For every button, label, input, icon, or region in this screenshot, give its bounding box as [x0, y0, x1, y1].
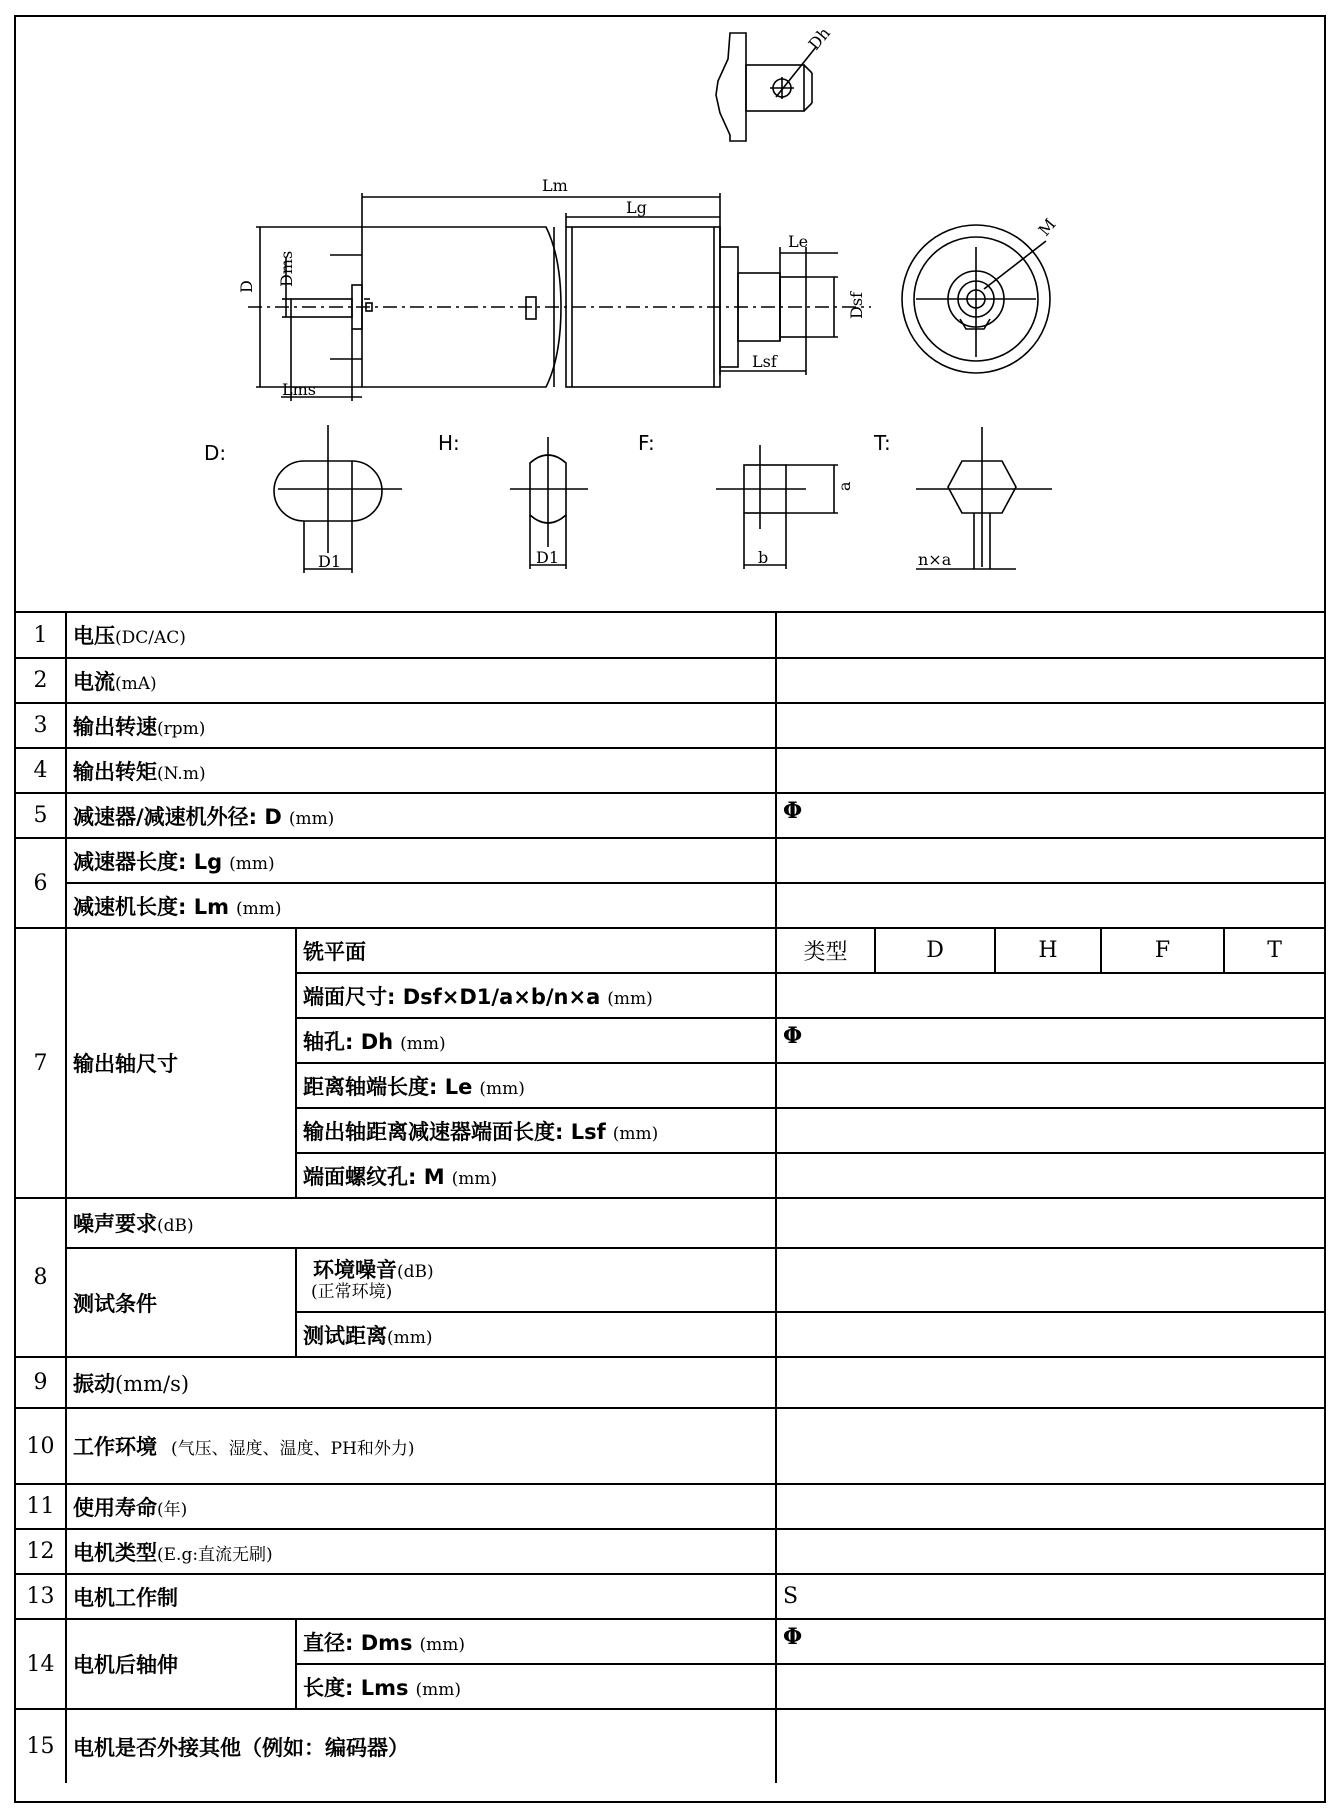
voltage-value[interactable] — [776, 613, 1324, 658]
type-t-option[interactable]: T — [1224, 928, 1324, 973]
type-h-option[interactable]: H — [995, 928, 1101, 973]
lms-label: Lms — [282, 380, 317, 399]
a-label: a — [835, 481, 854, 491]
dh-label: Dh — [804, 23, 834, 54]
m-label: M — [1034, 214, 1060, 240]
lsf-value[interactable] — [776, 1108, 1324, 1153]
row-6a: 6 减速器长度: Lg (mm) — [16, 838, 1324, 883]
row-13: 13 电机工作制 S — [16, 1574, 1324, 1619]
row-8-noise: 8 噪声要求(dB) — [16, 1198, 1324, 1248]
rear-shaft-len-value[interactable] — [776, 1664, 1324, 1709]
shaft-hole-value[interactable]: Φ — [776, 1018, 1324, 1063]
dsf-label: Dsf — [847, 292, 866, 319]
test-distance-value[interactable] — [776, 1312, 1324, 1357]
vibration-value[interactable] — [776, 1357, 1324, 1408]
speed-value[interactable] — [776, 703, 1324, 748]
row-7-endsize: 端面尺寸: Dsf×D1/a×b/n×a (mm) — [16, 973, 1324, 1018]
gearbox-body — [566, 227, 720, 387]
row-7-le: 距离轴端长度: Le (mm) — [16, 1063, 1324, 1108]
row-7-flat: 7 输出轴尺寸 铣平面 类型 D H F T — [16, 928, 1324, 973]
ambient-noise-value[interactable] — [776, 1248, 1324, 1312]
row-7-lsf: 输出轴距离减速器端面长度: Lsf (mm) — [16, 1108, 1324, 1153]
dms-label: Dms — [277, 250, 296, 287]
type-d-option[interactable]: D — [875, 928, 995, 973]
row-7-m: 端面螺纹孔: M (mm) — [16, 1153, 1324, 1198]
row-1: 1 电压(DC/AC) — [16, 613, 1324, 658]
lg-label: Lg — [626, 198, 647, 217]
row-12: 12 电机类型(E.g:直流无刷) — [16, 1529, 1324, 1574]
outer-diameter-value[interactable]: Φ — [776, 793, 1324, 838]
type-h-label: H: — [438, 431, 460, 455]
technical-drawing — [16, 17, 1324, 613]
d1-label-h: D1 — [536, 548, 560, 567]
current-value[interactable] — [776, 658, 1324, 703]
row-11: 11 使用寿命(年) — [16, 1484, 1324, 1529]
rear-shaft — [291, 299, 352, 317]
nxa-label: n×a — [918, 550, 952, 569]
row-3: 3 输出转速(rpm) — [16, 703, 1324, 748]
label-marker — [526, 297, 536, 319]
row-8-ambient: 测试条件 环境噪音(dB) (正常环境) — [16, 1248, 1324, 1312]
m-leader — [984, 241, 1046, 289]
d1-label-d: D1 — [318, 552, 342, 571]
duty-value[interactable]: S — [776, 1574, 1324, 1619]
lm-label: Lm — [542, 176, 568, 195]
external-device-value[interactable] — [776, 1709, 1324, 1783]
row-10: 10 工作环境 (气压、湿度、温度、PH和外力) — [16, 1408, 1324, 1484]
end-size-value[interactable] — [776, 973, 1324, 1018]
spec-table — [16, 613, 1324, 1783]
lsf-label: Lsf — [752, 352, 777, 371]
spec-sheet — [14, 15, 1326, 1803]
work-environment-value[interactable] — [776, 1408, 1324, 1484]
d-label: D — [237, 280, 256, 293]
row-9: 9 振动(mm/s) — [16, 1357, 1324, 1408]
motor-length-value[interactable] — [776, 883, 1324, 928]
torque-value[interactable] — [776, 748, 1324, 793]
type-header: 类型 — [776, 928, 875, 973]
row-4: 4 输出转矩(N.m) — [16, 748, 1324, 793]
row-14-dia: 14 电机后轴伸 直径: Dms (mm) Φ — [16, 1619, 1324, 1664]
type-f-label: F: — [638, 431, 655, 455]
row-2: 2 电流(mA) — [16, 658, 1324, 703]
shaft-end-flange — [716, 33, 746, 141]
gearbox-length-value[interactable] — [776, 838, 1324, 883]
row-8-distance: 测试距离(mm) — [16, 1312, 1324, 1357]
type-f-option[interactable]: F — [1101, 928, 1224, 973]
thread-hole-value[interactable] — [776, 1153, 1324, 1198]
row-5: 5 减速器/减速机外径: D (mm) Φ — [16, 793, 1324, 838]
b-label: b — [758, 548, 769, 567]
lifetime-value[interactable] — [776, 1484, 1324, 1529]
row-15: 15 电机是否外接其他（例如：编码器） — [16, 1709, 1324, 1783]
type-t-label: T: — [874, 431, 891, 455]
row-14-len: 长度: Lms (mm) — [16, 1664, 1324, 1709]
type-d-label: D: — [204, 441, 227, 465]
noise-value[interactable] — [776, 1198, 1324, 1248]
row-num: 1 — [16, 613, 66, 658]
motor-drawing-svg — [16, 17, 1324, 611]
row-7-hole: 轴孔: Dh (mm) Φ — [16, 1018, 1324, 1063]
motor-type-value[interactable] — [776, 1529, 1324, 1574]
rear-shaft-dia-value[interactable]: Φ — [776, 1619, 1324, 1664]
le-label: Le — [788, 232, 809, 251]
row-6b: 减速机长度: Lm (mm) — [16, 883, 1324, 928]
le-value[interactable] — [776, 1063, 1324, 1108]
